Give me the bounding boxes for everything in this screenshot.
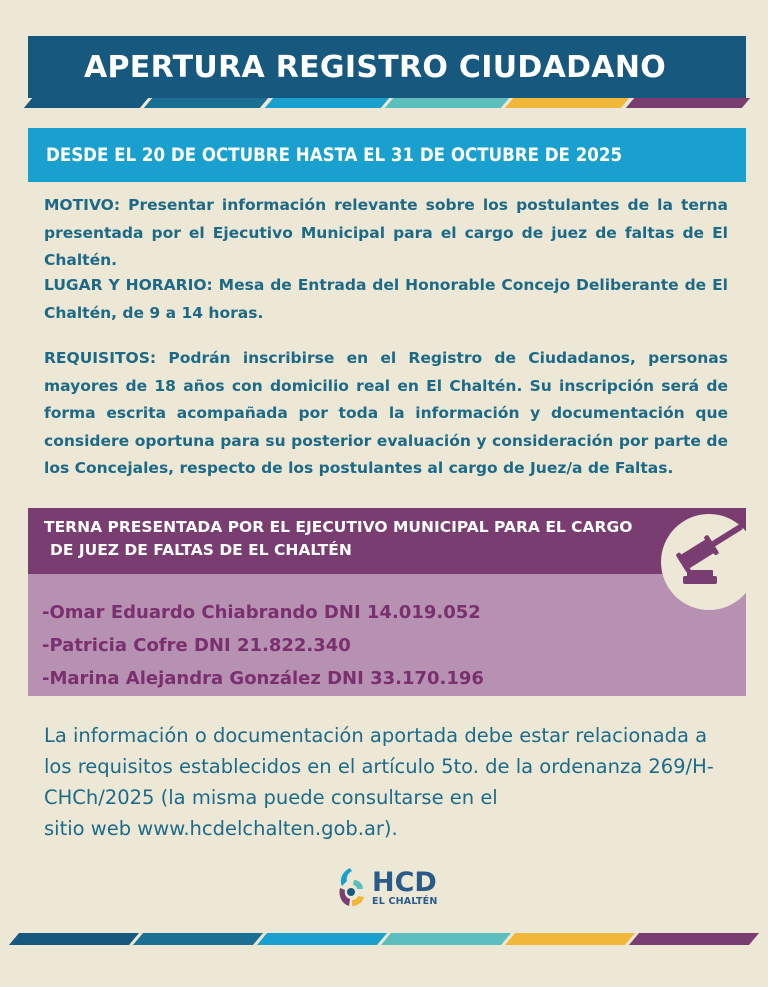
requisitos-label: REQUISITOS: (44, 349, 157, 367)
lugar-paragraph (44, 272, 728, 327)
footer-line: CHCh/2025 (la misma puede consultarse en el (44, 786, 498, 809)
footer-line: sitio web www.hcdelchalten.gob.ar). (44, 817, 398, 840)
page-title-text: APERTURA REGISTRO CIUDADANO (84, 49, 667, 85)
footer-note (44, 720, 734, 844)
logo-subtitle: EL CHALTÉN (372, 896, 438, 907)
list-item: -Patricia Cofre DNI 21.822.340 (42, 635, 351, 656)
footer-line: La información o documentación aportada debe estar relacionada a (44, 724, 708, 747)
footer-line: los requisitos establecidos en el artículo 5to. de la ordenanza 269/H- (44, 755, 714, 778)
terna-heading-line2: DE JUEZ DE FALTAS DE EL CHALTÉN (50, 541, 352, 559)
date-range-text: DESDE EL 20 DE OCTUBRE HASTA EL 31 DE OCTUBRE DE 2025 (46, 144, 623, 166)
hcd-logo-icon (336, 866, 366, 912)
color-stripe-top (28, 98, 746, 108)
requisitos-text: Podrán inscribirse en el Registro de Ciudadanos, personas mayores de 18 años con domicilio real en El Chaltén. Su inscripción será de forma escrita acompañada por toda la información y documentación que considere oportuna para su posterior evaluación y consideración por parte de los Concejales, respecto de los postulantes al cargo de Juez/a de Faltas. (44, 349, 728, 477)
motivo-text: Presentar información relevante sobre los postulantes de la terna presentada por el Ejecutivo Municipal para el cargo de juez de faltas de El Chaltén. (44, 196, 728, 269)
candidate-list (28, 574, 746, 696)
color-stripe-bottom (14, 933, 754, 945)
lugar-label: LUGAR Y HORARIO: (44, 276, 213, 294)
page-title (28, 36, 746, 98)
motivo-label: MOTIVO: (44, 196, 121, 214)
logo-name: HCD (372, 867, 437, 898)
gavel-icon (661, 514, 757, 610)
terna-heading-line1: TERNA PRESENTADA POR EL EJECUTIVO MUNICIPAL PARA EL CARGO (44, 518, 633, 536)
date-range-banner (28, 128, 746, 182)
list-item: -Marina Alejandra González DNI 33.170.196 (42, 668, 484, 689)
terna-heading (28, 508, 746, 574)
requisitos-paragraph (44, 345, 728, 483)
list-item: -Omar Eduardo Chiabrando DNI 14.019.052 (42, 602, 481, 623)
motivo-paragraph (44, 192, 728, 275)
hcd-logo (336, 866, 438, 912)
gavel-badge (661, 514, 757, 610)
lugar-text: Mesa de Entrada del Honorable Concejo Deliberante de El Chaltén, de 9 a 14 horas. (44, 276, 728, 322)
